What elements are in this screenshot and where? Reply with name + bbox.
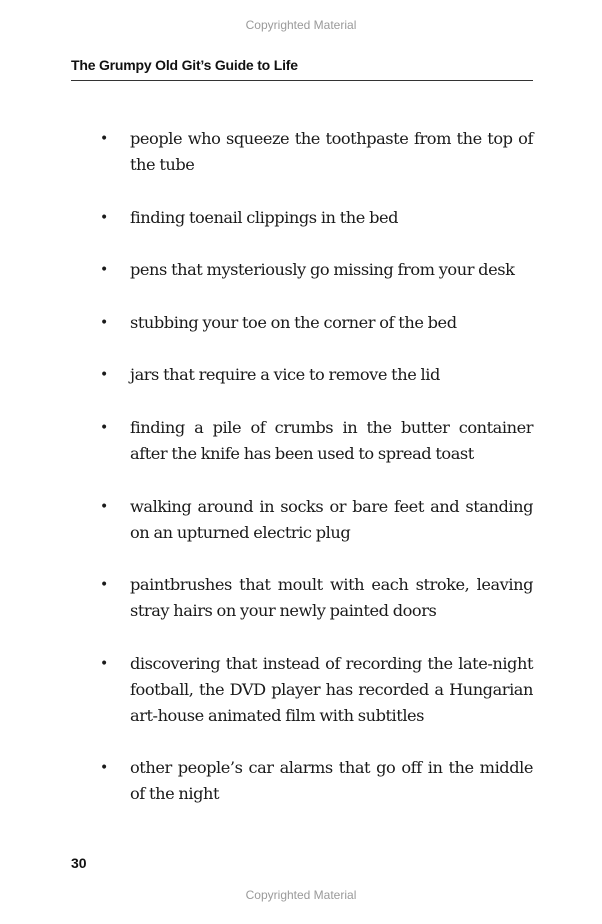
- bullet-icon: •: [100, 262, 108, 279]
- list-item-text: paintbrushes that moult with each stroke, leaving stray hairs on your newly painted doors: [130, 575, 533, 621]
- page-number: 30: [71, 855, 87, 871]
- list-item: [71, 257, 533, 283]
- list-item: [71, 494, 533, 546]
- list-item-text: stubbing your toe on the corner of the bed: [130, 312, 457, 332]
- bullet-icon: •: [100, 498, 108, 515]
- list-item-text: jars that require a vice to remove the lid: [130, 365, 440, 385]
- running-header-title: The Grumpy Old Git’s Guide to Life: [71, 57, 298, 73]
- list-item-text: walking around in socks or bare feet and standing on an upturned electric plug: [130, 496, 533, 542]
- bullet-list: [71, 126, 533, 834]
- bullet-icon: •: [100, 209, 108, 226]
- bullet-icon: •: [100, 577, 108, 594]
- copyright-watermark-top: Copyrighted Material: [245, 18, 357, 32]
- list-item-text: people who squeeze the toothpaste from the top of the tube: [130, 129, 533, 174]
- bullet-icon: •: [100, 131, 108, 147]
- bullet-icon: •: [100, 655, 108, 672]
- list-item: [71, 205, 533, 231]
- list-item: [71, 126, 533, 178]
- list-item-text: other people’s car alarms that go off in the middle of the night: [130, 758, 533, 804]
- list-item-text: finding toenail clippings in the bed: [130, 207, 399, 227]
- bullet-icon: •: [100, 760, 108, 777]
- header-rule: [71, 80, 533, 81]
- bullet-icon: •: [100, 419, 108, 436]
- list-item: [71, 572, 533, 624]
- list-item: [71, 310, 533, 336]
- list-item: [71, 415, 533, 467]
- list-item: [71, 755, 533, 807]
- list-item: [71, 362, 533, 388]
- list-item: [71, 651, 533, 729]
- list-item-text: finding a pile of crumbs in the butter container after the knife has been used to spread toast: [130, 417, 533, 463]
- list-item-text: discovering that instead of recording the late-night football, the DVD player has recorded a Hungarian art-house animated film with subtitles: [130, 653, 533, 725]
- list-item-text: pens that mysteriously go missing from your desk: [130, 260, 515, 280]
- copyright-watermark-bottom: Copyrighted Material: [245, 888, 357, 902]
- bullet-icon: •: [100, 367, 108, 384]
- bullet-icon: •: [100, 314, 108, 331]
